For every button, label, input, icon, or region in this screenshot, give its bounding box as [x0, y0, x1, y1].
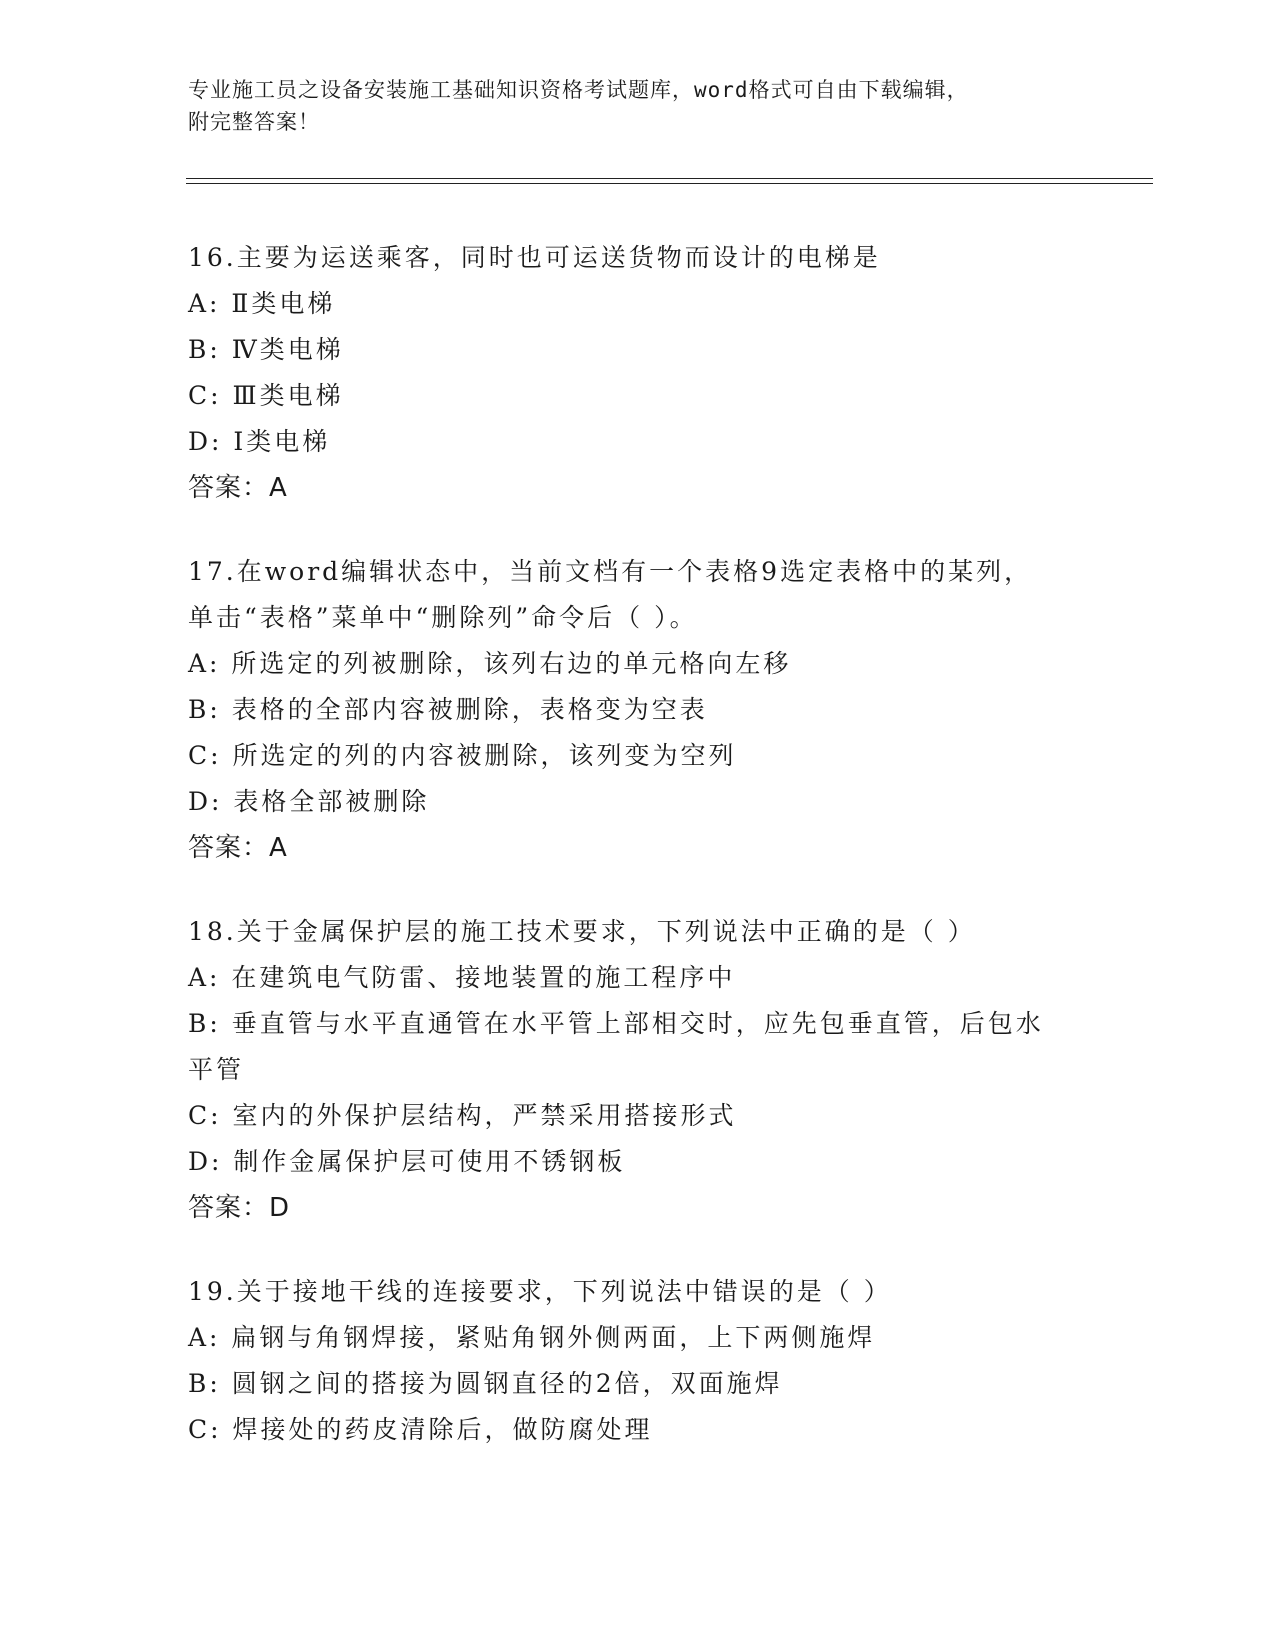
- option-b: B: 圆钢之间的搭接为圆钢直径的2倍，双面施焊: [188, 1369, 783, 1398]
- question-stem: 19.关于接地干线的连接要求，下列说法中错误的是（ ）: [188, 1277, 892, 1306]
- option-d: D: Ⅰ类电梯: [188, 427, 331, 456]
- option-c: C: 室内的外保护层结构，严禁采用搭接形式: [188, 1101, 737, 1130]
- option-d: D: 制作金属保护层可使用不锈钢板: [188, 1147, 626, 1176]
- document-header: [188, 74, 1088, 138]
- option-c: C: 焊接处的药皮清除后，做防腐处理: [188, 1415, 653, 1444]
- option-b: B: 表格的全部内容被删除，表格变为空表: [188, 695, 708, 724]
- question-list: [188, 235, 1088, 1491]
- header-divider-top: [186, 178, 1153, 179]
- option-b: B: Ⅳ类电梯: [188, 335, 344, 364]
- header-line-1: 专业施工员之设备安装施工基础知识资格考试题库，word格式可自由下载编辑，: [188, 78, 969, 102]
- answer-label: 答案：A: [188, 473, 288, 503]
- option-a: A: Ⅱ类电梯: [188, 289, 336, 318]
- question-18: [188, 909, 1088, 1231]
- header-line-2: 附完整答案！: [188, 110, 320, 134]
- option-a: A: 所选定的列被删除，该列右边的单元格向左移: [188, 649, 792, 678]
- question-stem: 16.主要为运送乘客，同时也可运送货物而设计的电梯是: [188, 243, 881, 272]
- header-divider-bottom: [186, 183, 1153, 184]
- question-17: [188, 549, 1088, 871]
- question-19: [188, 1269, 1088, 1453]
- question-16: [188, 235, 1088, 511]
- question-stem-continued: 单击“表格”菜单中“删除列”命令后（ ）。: [188, 603, 698, 632]
- answer-label: 答案：A: [188, 833, 288, 863]
- option-d: D: 表格全部被删除: [188, 787, 430, 816]
- option-c: C: Ⅲ类电梯: [188, 381, 344, 410]
- option-a: A: 扁钢与角钢焊接，紧贴角钢外侧两面，上下两侧施焊: [188, 1323, 876, 1352]
- question-stem: 18.关于金属保护层的施工技术要求，下列说法中正确的是（ ）: [188, 917, 976, 946]
- option-b: B: 垂直管与水平直通管在水平管上部相交时，应先包垂直管，后包水: [188, 1009, 1044, 1038]
- option-a: A: 在建筑电气防雷、接地装置的施工程序中: [188, 963, 736, 992]
- option-c: C: 所选定的列的内容被删除，该列变为空列: [188, 741, 737, 770]
- question-stem: 17.在word编辑状态中，当前文档有一个表格9选定表格中的某列，: [188, 557, 1033, 586]
- answer-label: 答案：D: [188, 1193, 291, 1223]
- option-b-continued: 平管: [188, 1055, 245, 1084]
